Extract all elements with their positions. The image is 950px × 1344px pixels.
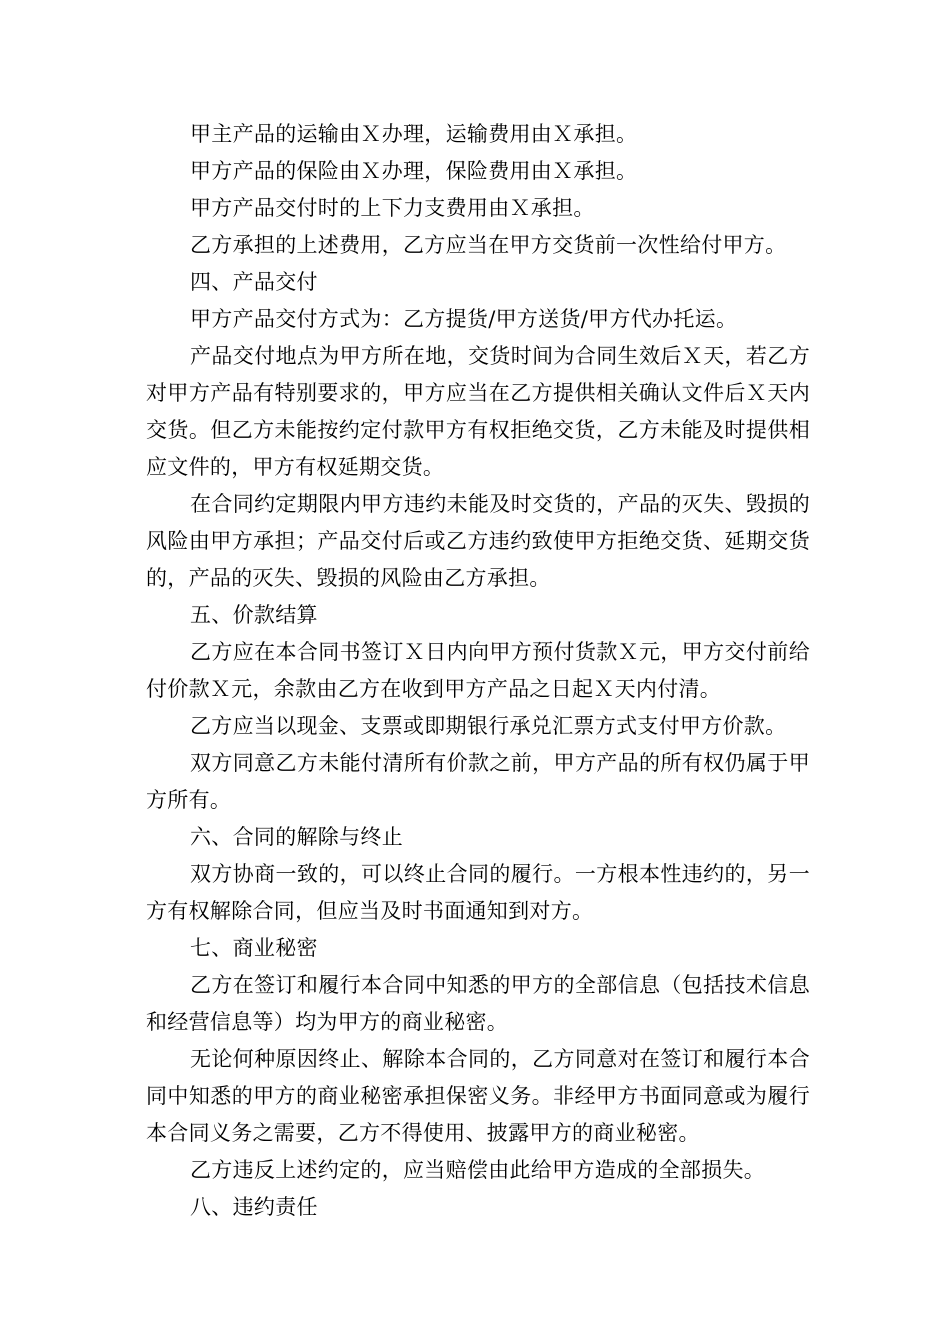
paragraph-fee-payment: 乙方承担的上述费用，乙方应当在甲方交货前一次性给付甲方。: [190, 233, 787, 257]
document-body: [146, 116, 810, 1226]
section-heading-liability: 八、违约责任: [190, 1195, 318, 1219]
paragraph-handling-fees: 甲方产品交付时的上下力支费用由Ｘ承担。: [190, 196, 595, 220]
paragraph-transport: 甲主产品的运输由Ｘ办理，运输费用由Ｘ承担。: [190, 122, 638, 146]
paragraph-delivery-risk: 在合同约定期限内甲方违约未能及时交货的，产品的灭失、毁损的风险由甲方承担；产品交付后或乙方违约致使甲方拒绝交货、延期交货的，产品的灭失、毁损的风险由乙方承担。: [146, 492, 810, 590]
paragraph-prepayment: 乙方应在本合同书签订Ｘ日内向甲方预付货款Ｘ元，甲方交付前给付价款Ｘ元，余款由乙方在收到甲方产品之日起Ｘ天内付清。: [146, 640, 810, 701]
paragraph-insurance: 甲方产品的保险由Ｘ办理，保险费用由Ｘ承担。: [190, 159, 638, 183]
paragraph-compensation: 乙方违反上述约定的，应当赔偿由此给甲方造成的全部损失。: [190, 1158, 766, 1182]
section-heading-delivery: 四、产品交付: [190, 270, 318, 294]
paragraph-delivery-place: 产品交付地点为甲方所在地，交货时间为合同生效后Ｘ天，若乙方对甲方产品有特别要求的，甲方应当在乙方提供相关确认文件后Ｘ天内交货。但乙方未能按约定付款甲方有权拒绝交货，乙方未能及时提供相应文件的，甲方有权延期交货。: [146, 344, 810, 479]
paragraph-delivery-method: 甲方产品交付方式为：乙方提货/甲方送货/甲方代办托运。: [190, 307, 738, 331]
paragraph-ownership: 双方同意乙方未能付清所有价款之前，甲方产品的所有权仍属于甲方所有。: [146, 751, 810, 812]
paragraph-secret-definition: 乙方在签订和履行本合同中知悉的甲方的全部信息（包括技术信息和经营信息等）均为甲方的商业秘密。: [146, 973, 810, 1034]
paragraph-termination: 双方协商一致的，可以终止合同的履行。一方根本性违约的，另一方有权解除合同，但应当及时书面通知到对方。: [146, 862, 810, 923]
paragraph-payment-method: 乙方应当以现金、支票或即期银行承兑汇票方式支付甲方价款。: [190, 714, 787, 738]
section-heading-settlement: 五、价款结算: [190, 603, 318, 627]
section-heading-termination: 六、合同的解除与终止: [190, 825, 403, 849]
section-heading-trade-secrets: 七、商业秘密: [190, 936, 318, 960]
paragraph-confidentiality: 无论何种原因终止、解除本合同的，乙方同意对在签订和履行本合同中知悉的甲方的商业秘密承担保密义务。非经甲方书面同意或为履行本合同义务之需要，乙方不得使用、披露甲方的商业秘密。: [146, 1047, 810, 1145]
